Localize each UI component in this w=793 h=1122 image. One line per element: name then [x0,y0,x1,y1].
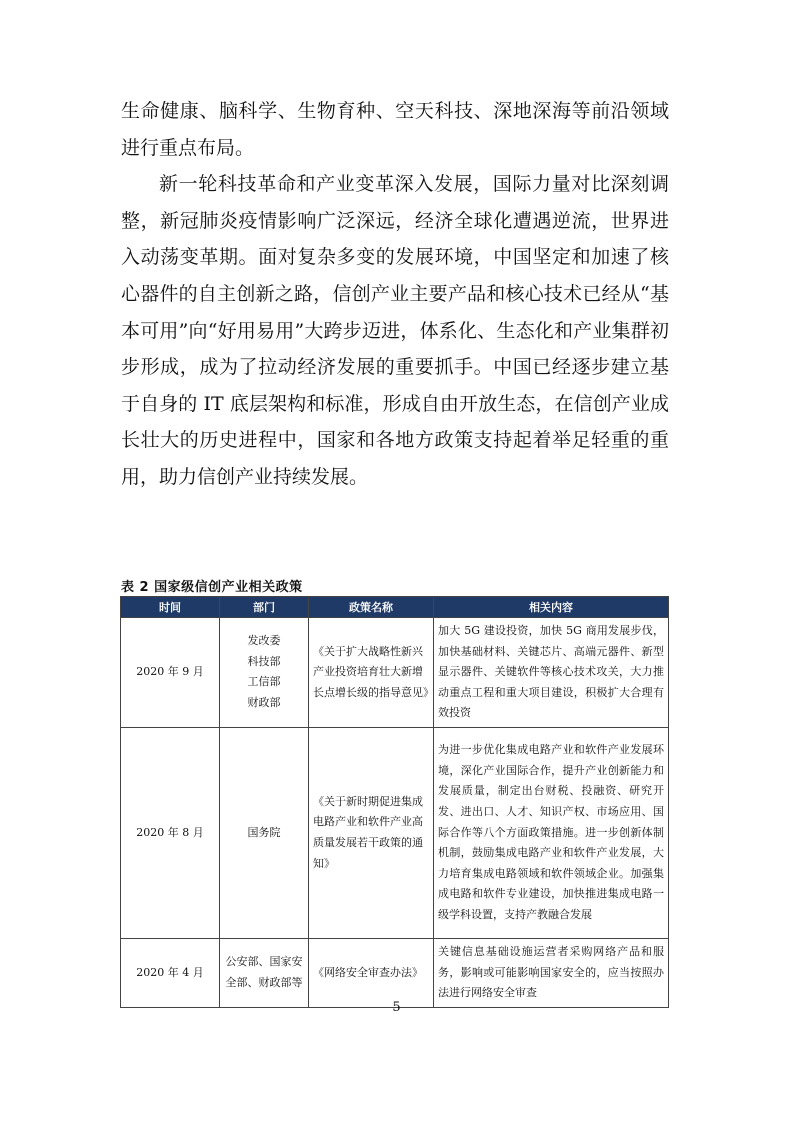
cell-time: 2020 年 8 月 [121,727,220,938]
paragraph-2: 新一轮科技革命和产业变革深入发展，国际力量对比深刻调整，新冠肺炎疫情影响广泛深远，经济全球化遭遇逆流，世界进入动荡变革期。面对复杂多变的发展环境，中国坚定和加速了核心器件的自主创新之路，信创产业主要产品和核心技术已经从“基本可用”向“好用易用”大跨步迈进，体系化、生态化和产业集群初步形成，成为了拉动经济发展的重要抓手。中国已经逐步建立基于自身的 IT 底层架构和标准，形成自由开放生态，在信创产业成长壮大的历史进程中，国家和各地方政策支持起着举足轻重的重用，助力信创产业持续发展。 [121,173,669,488]
cell-time: 2020 年 4 月 [121,938,220,1007]
cell-department [220,938,309,1007]
cell-time: 2020 年 9 月 [121,618,220,728]
cell-department [220,618,309,728]
cell-content: 加大 5G 建设投资，加快 5G 商用发展步伐，加快基础材料、关键芯片、高端元器件、新型显示器件、关键软件等核心技术攻关，大力推动重点工程和重大项目建设，积极扩大合理有效投资 [434,618,669,728]
paragraph-1: 生命健康、脑科学、生物育种、空天科技、深地深海等前沿领域进行重点布局。 [121,100,669,159]
dept-line: 科技部 [247,654,281,668]
table-header-row [121,597,669,618]
dept-line: 国务院 [247,825,281,839]
header-policy-name: 政策名称 [309,597,434,618]
cell-policy-name: 《关于新时期促进集成电路产业和软件产业高质量发展若干政策的通知》 [309,727,434,938]
table-caption: 表 2 国家级信创产业相关政策 [121,580,303,595]
table-row [121,727,669,938]
body-text [121,93,669,496]
header-content: 相关内容 [434,597,669,618]
dept-line: 公安部、国家安全部、财政部等 [225,955,303,989]
dept-line: 工信部 [247,675,281,689]
header-time: 时间 [121,597,220,618]
cell-content: 关键信息基础设施运营者采购网络产品和服务，影响或可能影响国家安全的，应当按照办法进行网络安全审查 [434,938,669,1007]
dept-line: 财政部 [247,696,281,710]
cell-department [220,727,309,938]
cell-content: 为进一步优化集成电路产业和软件产业发展环境，深化产业国际合作，提升产业创新能力和发展质量，制定出台财税、投融资、研究开发、进出口、人才、知识产权、市场应用、国际合作等八个方面政策措施。进一步创新体制机制，鼓励集成电路产业和软件产业发展，大力培育集成电路领域和软件领域企业。加强集成电路和软件专业建设，加快推进集成电路一级学科设置，支持产教融合发展 [434,727,669,938]
cell-policy-name: 《关于扩大战略性新兴产业投资培育壮大新增长点增长级的指导意见》 [309,618,434,728]
header-department: 部门 [220,597,309,618]
cell-policy-name: 《网络安全审查办法》 [309,938,434,1007]
table-row [121,618,669,728]
page-number: 5 [392,1000,401,1015]
table-row [121,938,669,1007]
policy-table [120,596,669,1008]
dept-line: 发改委 [247,634,281,648]
